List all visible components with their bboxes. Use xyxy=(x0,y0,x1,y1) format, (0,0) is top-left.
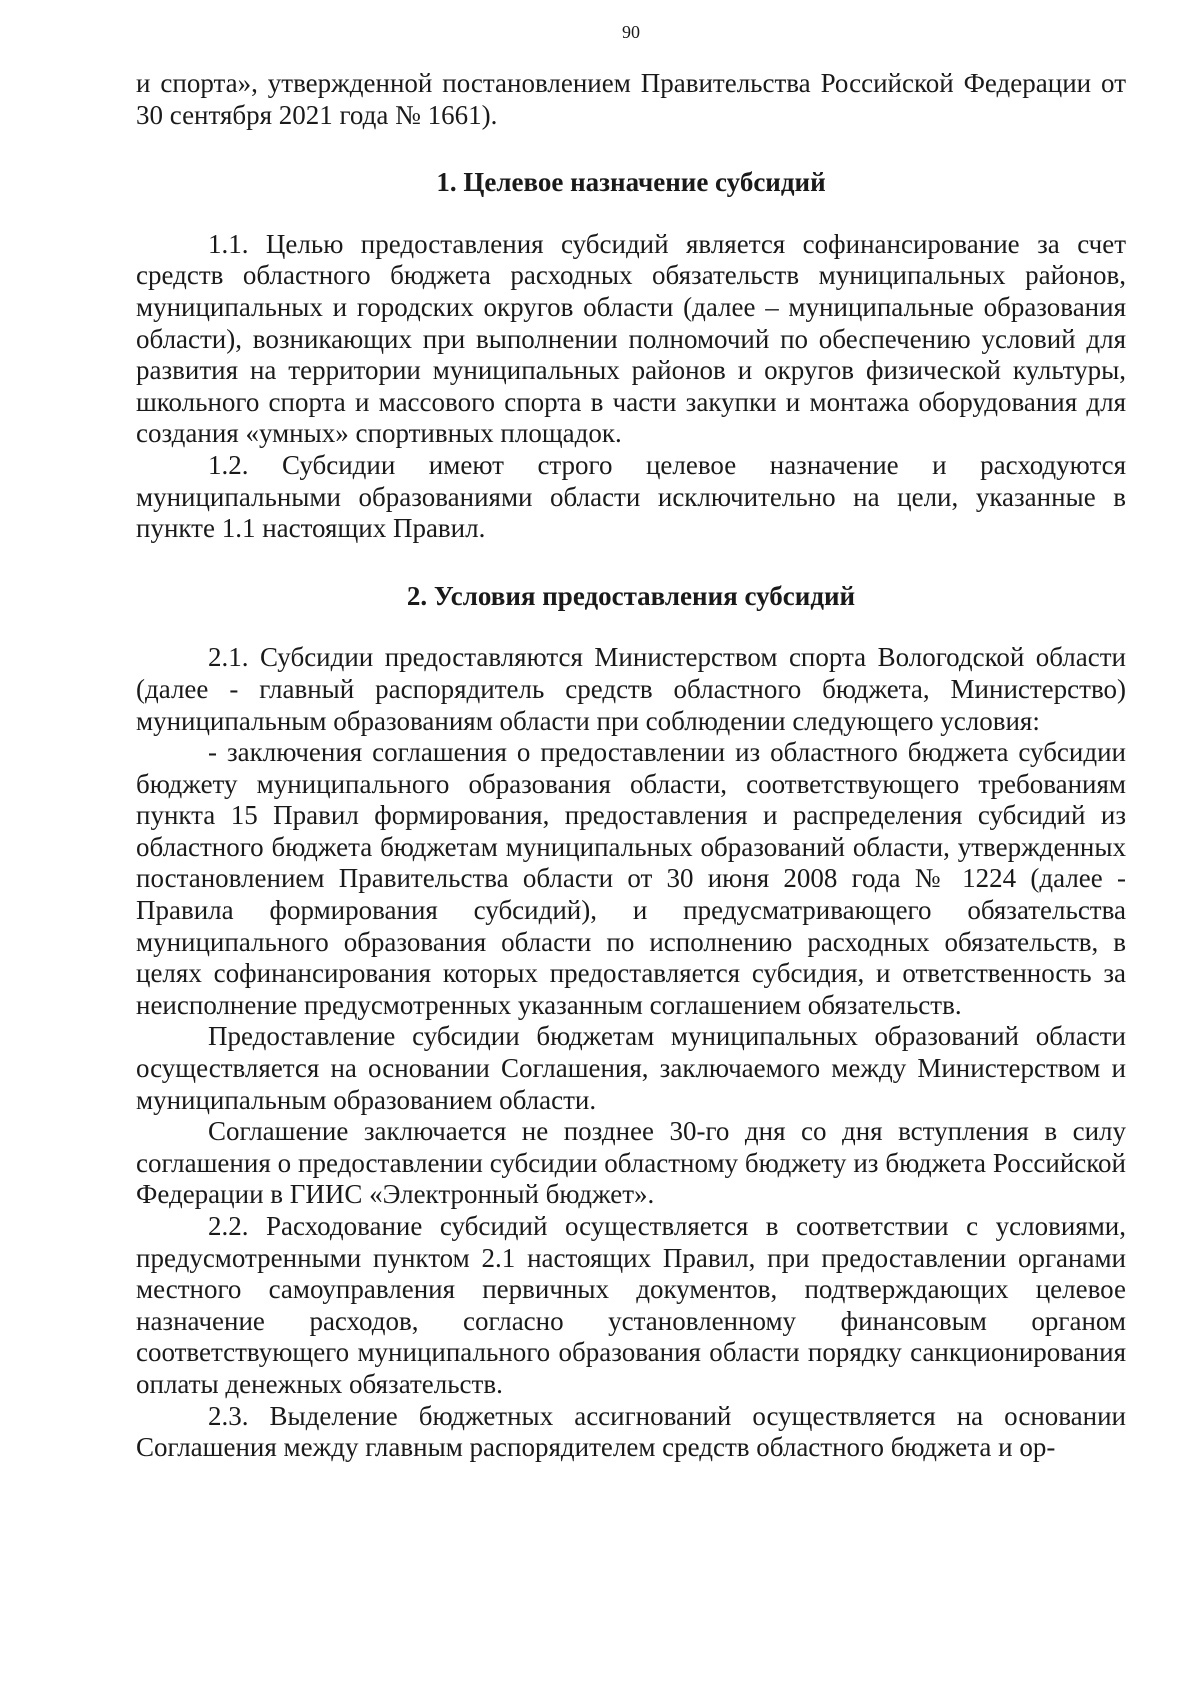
section-heading-2: 2. Условия предоставления субсидий xyxy=(406,580,856,611)
paragraph-2-1-provision: Предоставление субсидии бюджетам муниципальных образований области осуществляется на основании Соглашения, заключаемого между Министерством и муниципальным образованием области. xyxy=(136,1021,1126,1115)
paragraph-2-1-condition: - заключения соглашения о предоставлении из областного бюджета субсидии бюджету муниципального образования области, соответствующего требованиям пункта 15 Правил формирования, предоставления и распределения субсидий из областного бюджета бюджетам муниципальных образований области, утвержденных постановлением Правительства области от 30 июня 2008 года № 1224 (далее - Правила формирования субсидий), и предусматривающего обязательства муниципального образования области по исполнению расходных обязательств, в целях софинансирования которых предоставляется субсидия, и ответственность за неисполнение предусмотренных указанным соглашением обязательств. xyxy=(136,737,1126,1020)
document-body xyxy=(136,68,1126,1464)
page-number: 90 xyxy=(622,22,640,42)
paragraph-2-3: 2.3. Выделение бюджетных ассигнований осуществляется на основании Соглашения между главным распорядителем средств областного бюджета и ор- xyxy=(136,1400,1126,1463)
paragraph-1-1: 1.1. Целью предоставления субсидий является софинансирование за счет средств областного бюджета расходных обязательств муниципальных районов, муниципальных и городских округов области (далее – муниципальные образования области), возникающих при выполнении полномочий по обеспечению условий для развития на территории муниципальных районов и округов физической культуры, школьного спорта и массового спорта в части закупки и монтажа оборудования для создания «умных» спортивных площадок. xyxy=(136,228,1126,449)
paragraph-2-1: 2.1. Субсидии предоставляются Министерством спорта Вологодской области (далее - главный распорядитель средств областного бюджета, Министерство) муниципальным образованиям области при соблюдении следующего условия: xyxy=(136,642,1126,736)
intro-paragraph: и спорта», утвержденной постановлением Правительства Российской Федерации от 30 сентября 2021 года № 1661). xyxy=(136,68,1126,130)
section-heading-1: 1. Целевое назначение субсидий xyxy=(436,167,826,198)
paragraph-2-1-agreement: Соглашение заключается не позднее 30-го дня со дня вступления в силу соглашения о предоставлении субсидии областному бюджету из бюджета Российской Федерации в ГИИС «Электронный бюджет». xyxy=(136,1116,1126,1210)
paragraph-2-2: 2.2. Расходование субсидий осуществляется в соответствии с условиями, предусмотренными пунктом 2.1 настоящих Правил, при предоставлении органами местного самоуправления первичных документов, подтверждающих целевое назначение расходов, согласно установленному финансовым органом соответствующего муниципального образования области порядку санкционирования оплаты денежных обязательств. xyxy=(136,1211,1126,1399)
paragraph-1-2: 1.2. Субсидии имеют строго целевое назначение и расходуются муниципальными образованиями области исключительно на цели, указанные в пункте 1.1 настоящих Правил. xyxy=(136,449,1126,544)
